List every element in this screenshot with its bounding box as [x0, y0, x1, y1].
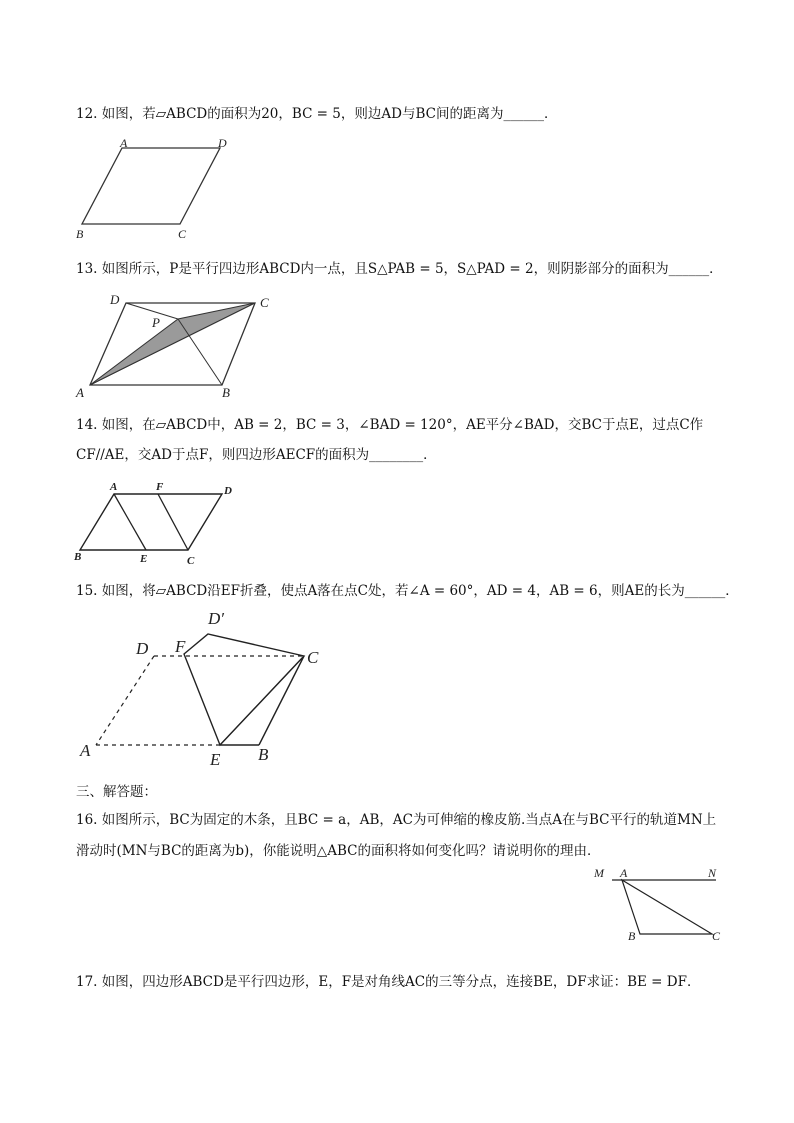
- label-e: E: [210, 750, 221, 769]
- label-a: A: [620, 866, 628, 880]
- label-d-prime: D′: [208, 609, 224, 628]
- figure-parallelogram-aecf: [70, 478, 250, 570]
- label-p: P: [152, 315, 160, 330]
- label-n: N: [708, 866, 717, 880]
- label-c: C: [712, 929, 721, 943]
- label-c: C: [307, 648, 319, 667]
- label-b: B: [222, 385, 230, 400]
- label-b: B: [76, 227, 84, 241]
- question-16-line2: 滑动时(MN与BC的距离为b)，你能说明△ABC的面积将如何变化吗？请说明你的理由．: [76, 843, 601, 859]
- label-d: D: [110, 292, 120, 307]
- label-d: D: [136, 639, 149, 658]
- label-f: F: [175, 637, 186, 656]
- label-d: D: [224, 485, 232, 497]
- label-a: A: [80, 741, 91, 760]
- label-b: B: [258, 745, 269, 764]
- figure-triangle-on-track: [592, 862, 730, 946]
- label-b: B: [628, 929, 636, 943]
- label-c: C: [260, 295, 269, 310]
- label-c: C: [187, 555, 195, 567]
- label-a: A: [120, 136, 128, 150]
- label-e: E: [140, 553, 148, 565]
- question-15-text: 15. 如图，将▱ABCD沿EF折叠，使点A落在点C处，若∠A = 60°，AD = 4，AB = 6，则AE的长为______．: [76, 583, 739, 599]
- label-a: A: [76, 385, 84, 400]
- figure-parallelogram-abcd: [70, 134, 240, 244]
- label-b: B: [74, 551, 82, 563]
- label-f: F: [156, 481, 164, 493]
- question-12-text: 12. 如图，若▱ABCD的面积为20，BC = 5，则边AD与BC间的距离为______．: [76, 106, 558, 122]
- question-13-text: 13. 如图所示，P是平行四边形ABCD内一点，且S△PAB = 5，S△PAD = 2，则阴影部分的面积为______．: [76, 261, 723, 277]
- label-d: D: [218, 136, 227, 150]
- section-heading: 三、解答题：: [76, 784, 157, 800]
- figure-folded-parallelogram: [78, 604, 338, 770]
- label-m: M: [594, 866, 604, 880]
- question-14-line2: CF//AE，交AD于点F，则四边形AECF的面积为________．: [76, 447, 437, 463]
- question-17-text: 17. 如图，四边形ABCD是平行四边形，E，F是对角线AC的三等分点，连接BE，DF求证：BE = DF．: [76, 974, 701, 990]
- figure-parallelogram-shaded: [72, 290, 282, 402]
- question-16-line1: 16. 如图所示，BC为固定的木条，且BC = a，AB，AC为可伸缩的橡皮筋.当点A在与BC平行的轨道MN上: [76, 812, 717, 828]
- label-c: C: [178, 227, 187, 241]
- label-a: A: [110, 481, 118, 493]
- question-14-line1: 14. 如图，在▱ABCD中，AB = 2，BC = 3，∠BAD = 120°，AE平分∠BAD，交BC于点E，过点C作: [76, 417, 704, 433]
